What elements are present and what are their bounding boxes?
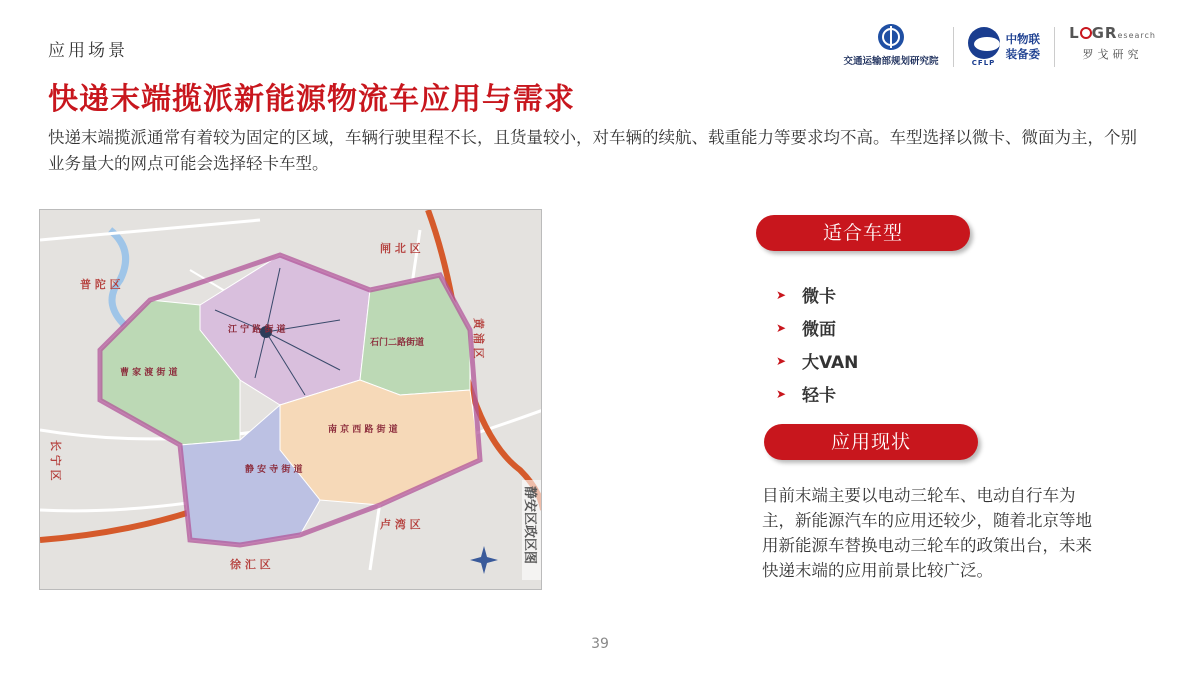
map-label-xuhui: 徐 汇 区 xyxy=(230,558,271,571)
logo-transport-institute-text: 交通运输部规划研究院 xyxy=(843,56,939,67)
logo-transport-institute xyxy=(830,24,953,70)
cflp-sub: 装备委 xyxy=(1005,47,1041,61)
logr-cn: 罗戈研究 xyxy=(1082,48,1143,61)
arrow-bullet-icon: ➤ xyxy=(776,386,787,401)
arrow-bullet-icon: ➤ xyxy=(776,353,787,368)
page-number: 39 xyxy=(591,636,609,652)
arrow-bullet-icon: ➤ xyxy=(776,320,787,335)
logr-ring-icon xyxy=(1080,27,1092,39)
list-item: ➤ 轻卡 xyxy=(776,386,836,406)
section-label: 应用场景 xyxy=(48,41,128,61)
logo-cflp xyxy=(954,24,1055,70)
district-map-svg xyxy=(40,210,542,590)
list-item: ➤ 大VAN xyxy=(776,353,859,373)
list-item: ➤ 微卡 xyxy=(776,287,836,307)
application-status-text: 目前末端主要以电动三轮车、电动自行车为主，新能源汽车的应用还较少，随着北京等地用新能源车替换电动三轮车的政策出台，未来快递末端的应用前景比较广泛。 xyxy=(762,486,1092,580)
map-label-jiangning: 江 宁 路 街 道 xyxy=(228,325,286,335)
list-item: ➤ 微面 xyxy=(776,320,836,340)
map-label-changning: 长 宁 区 xyxy=(49,440,62,481)
cflp-emblem-icon xyxy=(968,27,1000,59)
logr-wordmark: L GResearch xyxy=(1069,24,1156,42)
map-label-shimen: 石门二路街道 xyxy=(370,338,425,348)
map-title: 静安区政区图 xyxy=(522,486,537,565)
map-label-caojiadu: 曹 家 渡 街 道 xyxy=(120,368,178,378)
intro-paragraph: 快递末端揽派通常有着较为固定的区域，车辆行驶里程不长，且货量较小，对车辆的续航、载重能力等要求均不高。车型选择以微卡、微面为主，个别业务量大的网点可能会选择轻卡车型。 xyxy=(48,128,1137,173)
vehicle-types-heading: 适合车型 xyxy=(756,215,970,251)
map-label-zhabei: 闸 北 区 xyxy=(380,242,421,255)
district-map xyxy=(39,209,542,590)
page-title: 快递末端揽派新能源物流车应用与需求 xyxy=(48,82,575,117)
logo-bar xyxy=(830,22,1170,72)
logo-logr xyxy=(1055,24,1170,70)
cflp-abbr: CFLP xyxy=(971,59,996,67)
application-status-heading: 应用现状 xyxy=(764,424,978,460)
map-label-putuo: 普 陀 区 xyxy=(80,278,121,291)
map-label-jingansi: 静 安 寺 街 道 xyxy=(245,465,303,475)
arrow-bullet-icon: ➤ xyxy=(776,287,787,302)
globe-icon xyxy=(878,24,904,50)
cflp-name: 中物联 xyxy=(1005,32,1041,46)
map-label-nanjingxi: 南 京 西 路 街 道 xyxy=(328,425,398,435)
vehicle-types-list xyxy=(776,278,858,410)
map-label-luwan: 卢 湾 区 xyxy=(380,518,421,531)
map-label-huangpu: 黄 浦 区 xyxy=(472,318,485,359)
